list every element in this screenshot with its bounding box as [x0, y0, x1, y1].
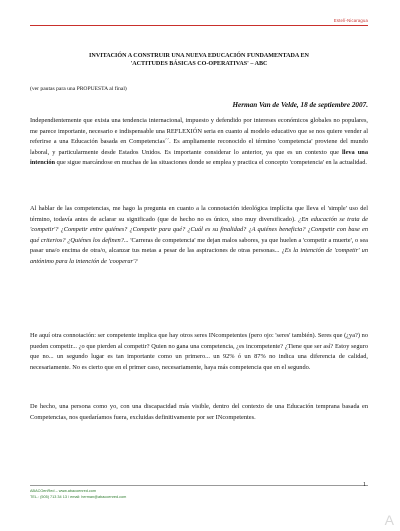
- paragraph-1-text-end: que sigue marcándose en muchas de las situaciones donde se emplea y practica el concepto 'competencia' en la actualidad.: [55, 159, 367, 167]
- paragraph-2-text-mid: 'Carreras de competencia' me dejan malos sabores, ya que huelen a 'competir a muerte', o sea pasar una/o encima de otra/o, alcanzar tus metas a pesar de las aspiraciones de otras personas...: [30, 236, 368, 255]
- title-line-2: 'ACTITUDES BÁSICAS CO-OPERATIVAS' – ABC: [130, 61, 268, 67]
- author-signature: Herman Van de Velde, 18 de septiembre 2007.: [232, 101, 368, 109]
- paragraph-2-text: Al hablar de las competencias, me hago la pregunta en cuanto a la connotación ideológica implícita que lleva el 'simple' uso del término, todavía antes de aclarar su significado (que de hecho no es único, sino muy diversificado).: [30, 205, 368, 223]
- paragraph-1: [30, 116, 368, 169]
- document-title: [30, 52, 368, 68]
- paragraph-2-question-end: ¿Es la intención de 'competir' un antónimo para la intención de 'cooperar'?: [30, 247, 368, 265]
- header-organization: Estelí-Nicaragua: [333, 18, 368, 23]
- paragraph-3: He aquí otra connotación: ser competente implica que hay otros seres INcompetentes (pero ojo: 'seres' también). Seres que (¿ya?) no pueden competir... ¿o que pierden al competir? Quien no gana una competencia, ¿es incompetente? ¿Tiene que ser así? Estoy seguro que no... un segundo lugar es tan importante como un primero... un 92% ó un 87% no indica una diferencia de calidad, necesariamente. No es cierto que en el primer caso, necesariamente, haya más competencia que en el segundo.: [30, 332, 368, 371]
- paragraph-2-questions: ¿En educación se trata de 'competir'? ¿Competir entre quiénes? ¿Competir para qué? ¿Cuál es su finalidad? ¿A quiénes beneficia? ¿Competir con base en qué criterios? ¿Quiénes los definen?...: [30, 215, 368, 244]
- footer-contact: TEL.: (505) 713 34 13 / email: herman@abacoenred.com: [30, 495, 127, 499]
- footer-website: ABACOenRed – www.abacoenred.com: [30, 489, 97, 493]
- viewer-corner-mark: A: [384, 512, 394, 528]
- proposal-note: (ver pautas para una PROPUESTA al final): [30, 86, 127, 92]
- paragraph-4: De hecho, una persona como yo, con una discapacidad más visible, dentro del contexto de una Educación temprana basada en Competencias, nos quedaríamos fuera, excluidas definitivamente por ser INcompetentes.: [30, 403, 368, 421]
- paragraph-1-text: Independientemente que exista una tendencia internacional, impuesto y defendido por intereses económicos globales no populares, me parece importante, necesario e indispensable una REFLEXIÓN seria en cuanto al modelo educativo que se nos quiere vender al referirse a una Educación basada en Competencias´´. Es ampliamente reconocido el término 'competencia' proviene del mundo laboral, y particularmente desde Estados Unidos. Es importante considerar lo anterior, ya que es un contexto que: [30, 117, 368, 156]
- paragraph-1-bold: lleva una intención: [30, 148, 369, 167]
- title-line-1: INVITACIÓN A CONSTRUIR UNA NUEVA EDUCACIÓN FUNDAMENTADA EN: [89, 53, 309, 59]
- paragraph-2: [30, 204, 368, 268]
- footer-rule: [30, 485, 368, 486]
- page-number: 1: [363, 482, 366, 488]
- header-rule: [30, 25, 368, 26]
